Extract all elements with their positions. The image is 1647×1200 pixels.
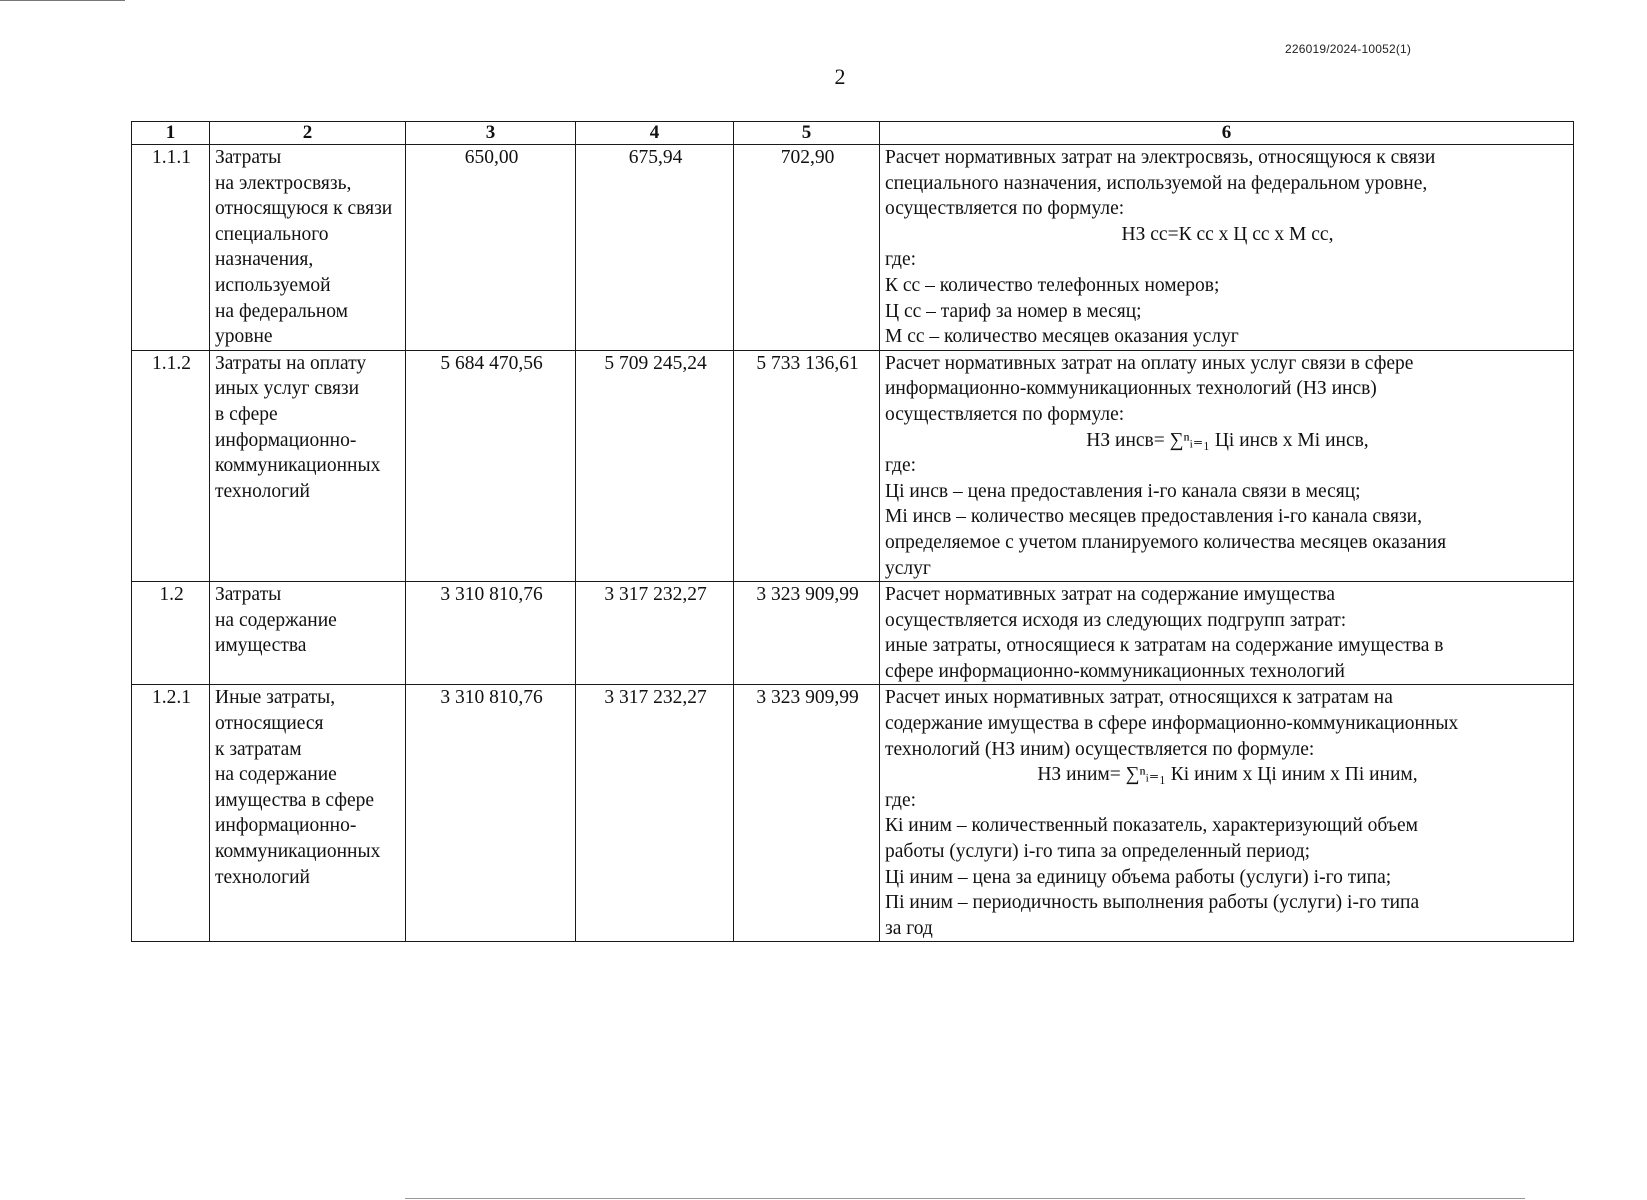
- row-name-line: коммуникационных: [215, 841, 381, 863]
- row-value-col3: 3 310 810,76: [406, 582, 576, 685]
- column-header-1: 1: [132, 122, 210, 145]
- column-header-2: 2: [210, 122, 406, 145]
- row-value-col5: 3 323 909,99: [734, 685, 880, 942]
- row-name-line: специального: [215, 223, 329, 245]
- scan-edge-line: [0, 0, 125, 1]
- row-name-line: на содержание: [215, 609, 337, 631]
- row-name-line: коммуникационных: [215, 455, 381, 477]
- row-code: 1.1.1: [132, 145, 210, 351]
- row-description-line: технологий (НЗ иним) осуществляется по формуле:: [885, 738, 1315, 760]
- row-name-line: имущества: [215, 635, 307, 657]
- row-name: [210, 582, 406, 685]
- row-value-col5: 5 733 136,61: [734, 350, 880, 581]
- row-value-col4: 3 317 232,27: [576, 582, 734, 685]
- row-description: [880, 582, 1574, 685]
- row-description-line: сфере информационно-коммуникационных технологий: [885, 660, 1345, 682]
- row-formula: НЗ сс=К сс х Ц сс х М сс,: [1121, 223, 1334, 245]
- column-header-5: 5: [734, 122, 880, 145]
- row-code: 1.2: [132, 582, 210, 685]
- row-description-line: Кi иним – количественный показатель, характеризующий объем: [885, 815, 1418, 837]
- row-name: [210, 145, 406, 351]
- row-code: 1.1.2: [132, 350, 210, 581]
- document-id: 226019/2024-10052(1): [1285, 42, 1412, 56]
- row-name-line: Иные затраты,: [215, 687, 336, 709]
- row-formula: НЗ иним= ∑ⁿᵢ₌₁ Кi иним х Цi иним х Пi иним,: [1037, 764, 1418, 786]
- row-description: [880, 685, 1574, 942]
- row-value-col4: 675,94: [576, 145, 734, 351]
- column-header-3: 3: [406, 122, 576, 145]
- row-description: [880, 350, 1574, 581]
- table-header-row: [132, 122, 1574, 145]
- row-name-line: Затраты: [215, 584, 282, 606]
- column-header-6: 6: [880, 122, 1574, 145]
- row-description: [880, 145, 1574, 351]
- row-description-line: осуществляется по формуле:: [885, 403, 1125, 425]
- row-name-line: на содержание: [215, 764, 337, 786]
- row-name-line: технологий: [215, 866, 310, 888]
- row-description-line: специального назначения, используемой на федеральном уровне,: [885, 172, 1428, 194]
- row-description-line: Цi инсв – цена предоставления i-го канала связи в месяц;: [885, 480, 1361, 502]
- table-row: [132, 145, 1574, 351]
- row-name: [210, 685, 406, 942]
- row-name-line: Затраты на оплату: [215, 352, 367, 374]
- row-description-line: Расчет нормативных затрат на электросвязь, относящуюся к связи: [885, 147, 1436, 168]
- row-name-line: информационно-: [215, 429, 357, 451]
- row-description-line: Цi иним – цена за единицу объема работы (услуги) i-го типа;: [885, 866, 1392, 888]
- row-description-line: Мi инсв – количество месяцев предоставления i-го канала связи,: [885, 506, 1422, 528]
- row-description-line: Расчет нормативных затрат на оплату иных услуг связи в сфере: [885, 352, 1414, 374]
- row-description-line: где:: [885, 455, 917, 477]
- scan-bottom-line: [405, 1198, 1525, 1199]
- row-value-col4: 3 317 232,27: [576, 685, 734, 942]
- row-name: [210, 350, 406, 581]
- row-description-line: иные затраты, относящиеся к затратам на содержание имущества в: [885, 635, 1444, 657]
- row-description-line: определяемое с учетом планируемого количества месяцев оказания: [885, 531, 1447, 553]
- row-description-line: осуществляется исходя из следующих подгрупп затрат:: [885, 609, 1347, 631]
- row-value-col3: 3 310 810,76: [406, 685, 576, 942]
- row-name-line: относящуюся к связи: [215, 198, 393, 220]
- table-row: [132, 350, 1574, 581]
- row-value-col5: 3 323 909,99: [734, 582, 880, 685]
- row-description-line: содержание имущества в сфере информационно-коммуникационных: [885, 713, 1459, 735]
- row-name-line: имущества в сфере: [215, 789, 375, 811]
- row-name-line: иных услуг связи: [215, 378, 360, 400]
- costs-table: [131, 121, 1574, 942]
- row-description-line: Расчет иных нормативных затрат, относящихся к затратам на: [885, 687, 1393, 709]
- row-name-line: к затратам: [215, 738, 302, 760]
- row-description-line: за год: [885, 917, 933, 939]
- row-description-line: Пi иним – периодичность выполнения работы (услуги) i-го типа: [885, 892, 1420, 914]
- row-code: 1.2.1: [132, 685, 210, 942]
- row-description-line: работы (услуги) i-го типа за определенный период;: [885, 841, 1311, 863]
- row-description-line: К сс – количество телефонных номеров;: [885, 274, 1220, 296]
- row-description-line: Ц сс – тариф за номер в месяц;: [885, 300, 1142, 322]
- table-row: [132, 685, 1574, 942]
- row-name-line: технологий: [215, 480, 310, 502]
- row-description-line: где:: [885, 789, 917, 811]
- row-name-line: назначения,: [215, 249, 314, 271]
- row-value-col5: 702,90: [734, 145, 880, 351]
- row-description-line: осуществляется по формуле:: [885, 198, 1125, 220]
- table-row: [132, 582, 1574, 685]
- row-name-line: используемой: [215, 274, 331, 296]
- row-name-line: относящиеся: [215, 713, 324, 735]
- table-body: [132, 145, 1574, 942]
- row-description-line: услуг: [885, 557, 931, 579]
- row-name-line: в сфере: [215, 403, 278, 425]
- row-value-col3: 650,00: [406, 145, 576, 351]
- row-description-line: Расчет нормативных затрат на содержание имущества: [885, 584, 1335, 606]
- row-name-line: на федеральном: [215, 300, 348, 322]
- row-value-col3: 5 684 470,56: [406, 350, 576, 581]
- row-description-line: М сс – количество месяцев оказания услуг: [885, 326, 1239, 348]
- row-formula: НЗ инсв= ∑ⁿᵢ₌₁ Цi инсв х Мi инсв,: [1086, 429, 1369, 451]
- page-number: 2: [834, 64, 846, 89]
- row-name-line: Затраты: [215, 147, 282, 168]
- row-value-col4: 5 709 245,24: [576, 350, 734, 581]
- row-description-line: где:: [885, 249, 917, 271]
- column-header-4: 4: [576, 122, 734, 145]
- row-description-line: информационно-коммуникационных технологий (НЗ инсв): [885, 378, 1377, 400]
- row-name-line: уровне: [215, 326, 273, 348]
- row-name-line: на электросвязь,: [215, 172, 352, 194]
- row-name-line: информационно-: [215, 815, 357, 837]
